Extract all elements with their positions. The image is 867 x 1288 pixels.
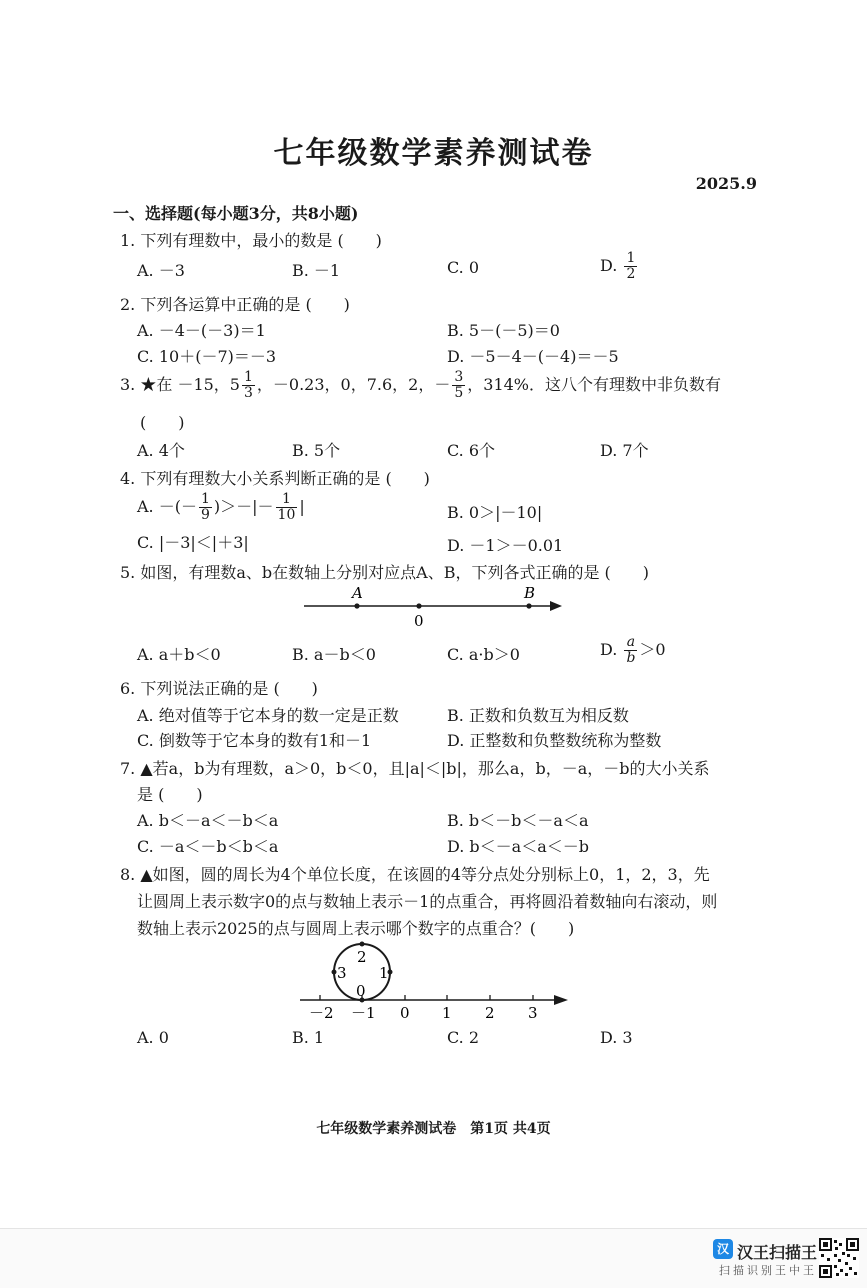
q2-option-b: B. 5－(－5)＝0 <box>447 321 560 340</box>
q3-option-d: D. 7个 <box>600 441 649 460</box>
q3-stem: 3. ★在 －15，5 $\frac{1}{3}$ ，－0.23，0，7.6，2，－ $\frac{3}{5}$ ，314%．这八个有理数中非负数有 <box>120 369 722 401</box>
q3-option-b: B. 5个 <box>292 441 341 460</box>
q5-stem: 5. 如图，有理数a、b在数轴上分别对应点A、B，下列各式正确的是 ( ) <box>120 563 650 582</box>
q1-option-d: D. $\frac{1}{2}$ <box>600 250 636 282</box>
q3-option-c: C. 6个 <box>447 441 496 460</box>
q6-option-c: C. 倒数等于它本身的数有1和－1 <box>137 731 372 750</box>
circle-label-2: 2 <box>357 948 367 966</box>
q8-stem-line3: 数轴上表示2025的点与圆周上表示哪个数字的点重合？( ) <box>137 919 575 938</box>
axis-label-2: 2 <box>485 1004 495 1022</box>
q2-option-c: C. 10＋(－7)＝－3 <box>137 347 277 366</box>
q7-option-d: D. b＜－a＜a＜－b <box>447 837 589 856</box>
exam-date: 2025.9 <box>695 174 757 193</box>
q1-option-b: B. －1 <box>292 261 341 280</box>
q3-answer-paren: ( ) <box>140 413 185 432</box>
point-b-marker <box>526 603 531 608</box>
q8-option-c: C. 2 <box>447 1028 480 1047</box>
circle-label-0: 0 <box>356 982 366 1000</box>
q7-option-a: A. b＜－a＜－b＜a <box>137 811 279 830</box>
q5-number-line <box>300 584 570 630</box>
q5-option-a: A. a＋b＜0 <box>137 645 221 664</box>
q4-option-a: A. －(－ $\frac{1}{9}$ )＞－|－ $\frac{1}{10}$ | <box>137 491 305 523</box>
scanner-brand-name: 汉 汉王扫描王 <box>737 1240 817 1263</box>
point-zero-marker <box>416 603 421 608</box>
circle-label-1: 1 <box>379 964 389 982</box>
q5-option-b: B. a－b＜0 <box>292 645 376 664</box>
q8-option-b: B. 1 <box>292 1028 325 1047</box>
q8-rolling-circle-diagram <box>296 940 572 1024</box>
q7-stem-line1: 7. ▲若a，b为有理数，a＞0，b＜0，且|a|＜|b|，那么a，b，－a，－b的大小关系 <box>120 759 710 778</box>
q4-stem: 4. 下列有理数大小关系判断正确的是 ( ) <box>120 469 430 488</box>
q6-option-a: A. 绝对值等于它本身的数一定是正数 <box>137 706 399 725</box>
label-zero: 0 <box>414 612 424 630</box>
scanner-brand-slogan: 扫描识别王中王 <box>719 1264 817 1277</box>
q8-stem-line2: 让圆周上表示数字0的点与数轴上表示－1的点重合，再将圆沿着数轴向右滚动，则 <box>137 892 718 911</box>
q5-option-d: D. $\frac{a}{b}$ ＞0 <box>600 634 666 666</box>
q6-option-d: D. 正整数和负整数统称为整数 <box>447 731 662 750</box>
axis-label-3: 3 <box>528 1004 538 1022</box>
axis-label-neg2: －2 <box>309 1004 334 1022</box>
q8-stem-line1: 8. ▲如图，圆的周长为4个单位长度，在该圆的4等分点处分别标上0，1，2，3，先 <box>120 865 710 884</box>
axis-label-0: 0 <box>400 1004 410 1022</box>
q5-option-c: C. a·b＞0 <box>447 645 520 664</box>
q2-option-d: D. －5－4－(－4)＝－5 <box>447 347 619 366</box>
q4-option-c: C. |－3|＜|＋3| <box>137 533 249 552</box>
axis-label-neg1: －1 <box>351 1004 376 1022</box>
q7-option-b: B. b＜－b＜－a＜a <box>447 811 589 830</box>
label-a: A <box>352 584 363 602</box>
q7-option-c: C. －a＜－b＜b＜a <box>137 837 279 856</box>
q8-option-d: D. 3 <box>600 1028 633 1047</box>
scanner-logo-icon: 汉 <box>713 1239 733 1259</box>
q2-option-a: A. －4－(－3)＝1 <box>137 321 266 340</box>
page-footer: 七年级数学素养测试卷 第1页 共4页 <box>316 1121 551 1137</box>
q1-option-c: C. 0 <box>447 258 480 277</box>
q6-option-b: B. 正数和负数互为相反数 <box>447 706 629 725</box>
q6-stem: 6. 下列说法正确的是 ( ) <box>120 679 318 698</box>
point-a-marker <box>354 603 359 608</box>
q2-stem: 2. 下列各运算中正确的是 ( ) <box>120 295 350 314</box>
circle-label-3: 3 <box>337 964 347 982</box>
q1-option-a: A. －3 <box>137 261 185 280</box>
axis-label-1: 1 <box>442 1004 452 1022</box>
q7-stem-line2: 是 ( ) <box>137 785 203 804</box>
page-title: 七年级数学素养测试卷 <box>273 136 594 171</box>
q8-option-a: A. 0 <box>137 1028 169 1047</box>
q4-option-d: D. －1＞－0.01 <box>447 536 564 555</box>
q3-option-a: A. 4个 <box>137 441 185 460</box>
q1-stem: 1. 下列有理数中，最小的数是 ( ) <box>120 231 382 250</box>
label-b: B <box>524 584 536 602</box>
qr-code-icon <box>819 1238 859 1278</box>
section-heading: 一、选择题(每小题3分，共8小题) <box>113 204 359 223</box>
q4-option-b: B. 0＞|－10| <box>447 503 543 522</box>
